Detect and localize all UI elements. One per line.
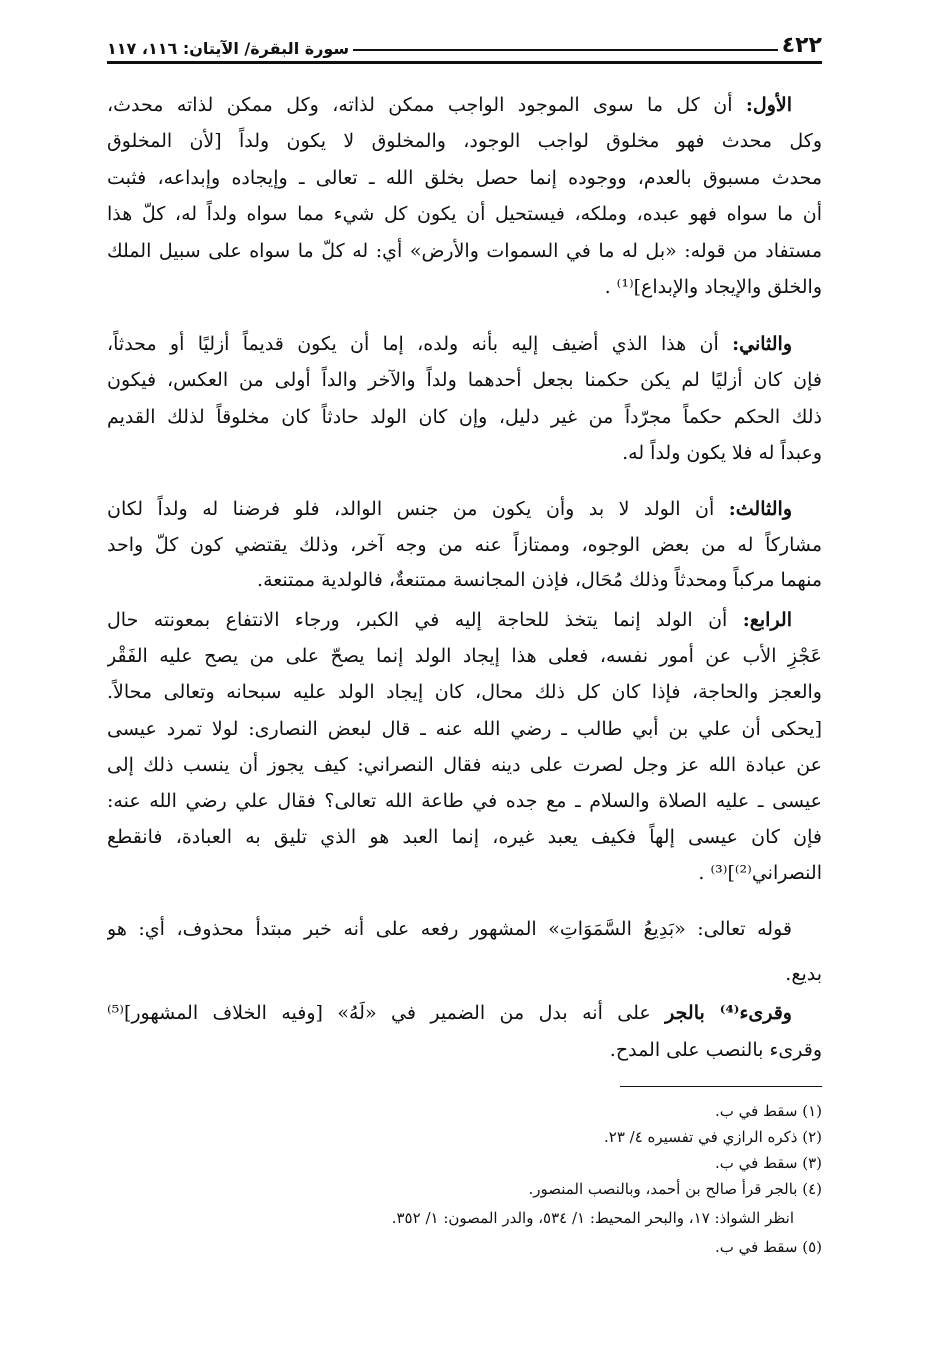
line-text: مستفاد من قوله: «بل له ما في السموات والأرض» أي: له كلّ ما سواه على سبيل الملك [107,239,822,262]
paragraph-lead: والثالث: [728,498,792,520]
line-text: أن الولد لا بد وأن يكون من جنس الوالد، فلو فرضنا له ولداً لكان [107,498,729,520]
footnotes [300,1098,822,1260]
text-line [107,123,822,159]
footnote: انظر الشواذ: ١٧، والبحر المحيط: ١/ ٥٣٤، والدر المصون: ١/ ٣٥٢. [391,1209,794,1227]
line-text: بديع. [785,963,822,985]
line-text: فإن كان أزليًا لم يكن حكمنا بجعل أحدهما ولداً والآخر والداً أولى من العكس، فيكون [107,369,822,392]
line-text: النصراني⁽²⁾]⁽³⁾ . [698,862,822,885]
footnote-separator [620,1086,822,1087]
text-line [107,233,822,269]
text-line [107,602,822,638]
footnote: (١) سقط في ب. [714,1102,822,1120]
line-text: منهما مركباً ومحدثاً وذلك مُحَال، فإذن المجانسة ممتنعةٌ، فالولدية ممتنعة. [257,569,822,591]
line-text: محدث مسبوق بالعدم، ووجوده إنما حصل بخلق الله ـ تعالى ـ وإيجاده وإبداعه، فثبت [107,166,822,189]
paragraph-lead: وقرىء⁽⁴⁾ بالجر [665,1002,792,1024]
line-text: عيسى ـ عليه الصلاة والسلام ـ مع جده في طاعة الله تعالى؟ فقال علي رضي الله عنه: [107,789,822,812]
running-header [107,28,822,58]
text-line [107,819,822,855]
line-text: على أنه بدل من الضمير في «لَهُ» [وفيه الخلاف المشهور]⁽⁵⁾ [107,1002,666,1024]
line-text: ذلك الحكم حكماً مجرّداً من غير دليل، وإن كان الولد حادثاً كان مخلوقاً لذلك القديم [107,405,822,428]
footnote: (٤) بالجر قرأ صالح بن أحمد، وبالنصب المنصور. [528,1180,822,1198]
text-line [107,492,822,528]
text-line [107,563,822,599]
line-text: أن ما سواه فهو عبده، وملكه، فيستحيل أن يكون كل شيء مما سواه ولداً له، كلّ هذا [107,203,822,226]
text-line [107,160,822,196]
line-text: وكل محدث فهو مخلوق لواجب الوجود، والمخلوق لا يكون ولداً [لأن المخلوق [107,130,822,153]
text-line [107,269,822,305]
paragraph-lead: والثاني: [732,333,792,355]
line-text: قوله تعالى: «بَدِيعُ السَّمَوَاتِ» المشهور رفعه على أنه خبر مبتدأ محذوف، أي: هو [107,918,792,940]
header-title: سورة البقرة/ الآيتان: ١١٦، ١١٧ [107,39,350,58]
line-text: [يحكى أن علي بن أبي طالب ـ رضي الله عنه ـ قال لبعض النصارى: لولا تمرد عيسى [107,717,822,740]
paragraph [107,907,822,997]
text-line [107,907,822,952]
line-text: وعبداً له فلا يكون ولداً له. [622,442,822,465]
page-number: ٤٢٢ [781,33,822,58]
line-text: أن الولد إنما يتخذ للحاجة إليه في الكبر، ورجاء الانتفاع بمعونته حال [107,609,743,631]
line-text: عن عبادة الله عز وجل لصرت على دينه فقال النصراني: كيف يجوز أن ينسب ذلك إلى [107,753,822,776]
paragraph [107,87,822,305]
line-text: فإن كان عيسى إلهاً فكيف يعبد غيره، إنما العبد هو الذي تليق به العبادة، فانقطع [107,826,822,849]
paragraph [107,326,822,472]
paragraph-lead: الأول: [745,94,792,116]
text-line [107,326,822,362]
line-text: أن هذا الذي أضيف إليه بأنه ولده، إما أن يكون قديماً أزليًا أو محدثاً، [107,333,733,355]
text-line [107,638,822,674]
text-line [107,435,822,471]
footnote: (٥) سقط في ب. [714,1238,822,1256]
footnote: (٢) ذكره الرازي في تفسيره ٤/ ٢٣. [603,1128,822,1146]
line-text: والعجز والحاجة، فإذا كان كل ذلك محال، كان إيجاد الولد عليه سبحانه وتعالى محالاً. [107,681,822,704]
text-line [107,747,822,783]
text-line [107,1032,822,1069]
header-line [353,49,778,51]
text-line [107,783,822,819]
text-line [107,711,822,747]
paragraph [107,995,822,1069]
line-text: أن كل ما سوى الموجود الواجب ممكن لذاته، وكل ممكن لذاته محدث، [107,94,746,116]
paragraph [107,602,822,892]
footnote: (٣) سقط في ب. [714,1154,822,1172]
text-line [107,995,822,1032]
line-text: مشاركاً له من بعض الوجوه، وممتازاً عنه من وجه آخر، وذلك يقتضي كون كلّ واحد [107,533,822,556]
text-line [107,196,822,232]
paragraph [107,492,822,599]
text-line [107,528,822,564]
line-text: وقرىء بالنصب على المدح. [609,1039,822,1061]
line-text: عَجْزِ الأب عن أمور نفسه، فعلى هذا إيجاد الولد إنما يصحّ على من يصح عليه الفَقْر [107,645,822,668]
text-line [107,674,822,710]
header-rule [107,61,822,64]
paragraph-lead: الرابع: [742,609,792,631]
text-line [107,855,822,891]
text-line [107,399,822,435]
text-line [107,362,822,398]
line-text: والخلق والإيجاد والإبداع]⁽¹⁾ . [604,275,822,298]
text-line [107,87,822,123]
text-line [107,952,822,997]
